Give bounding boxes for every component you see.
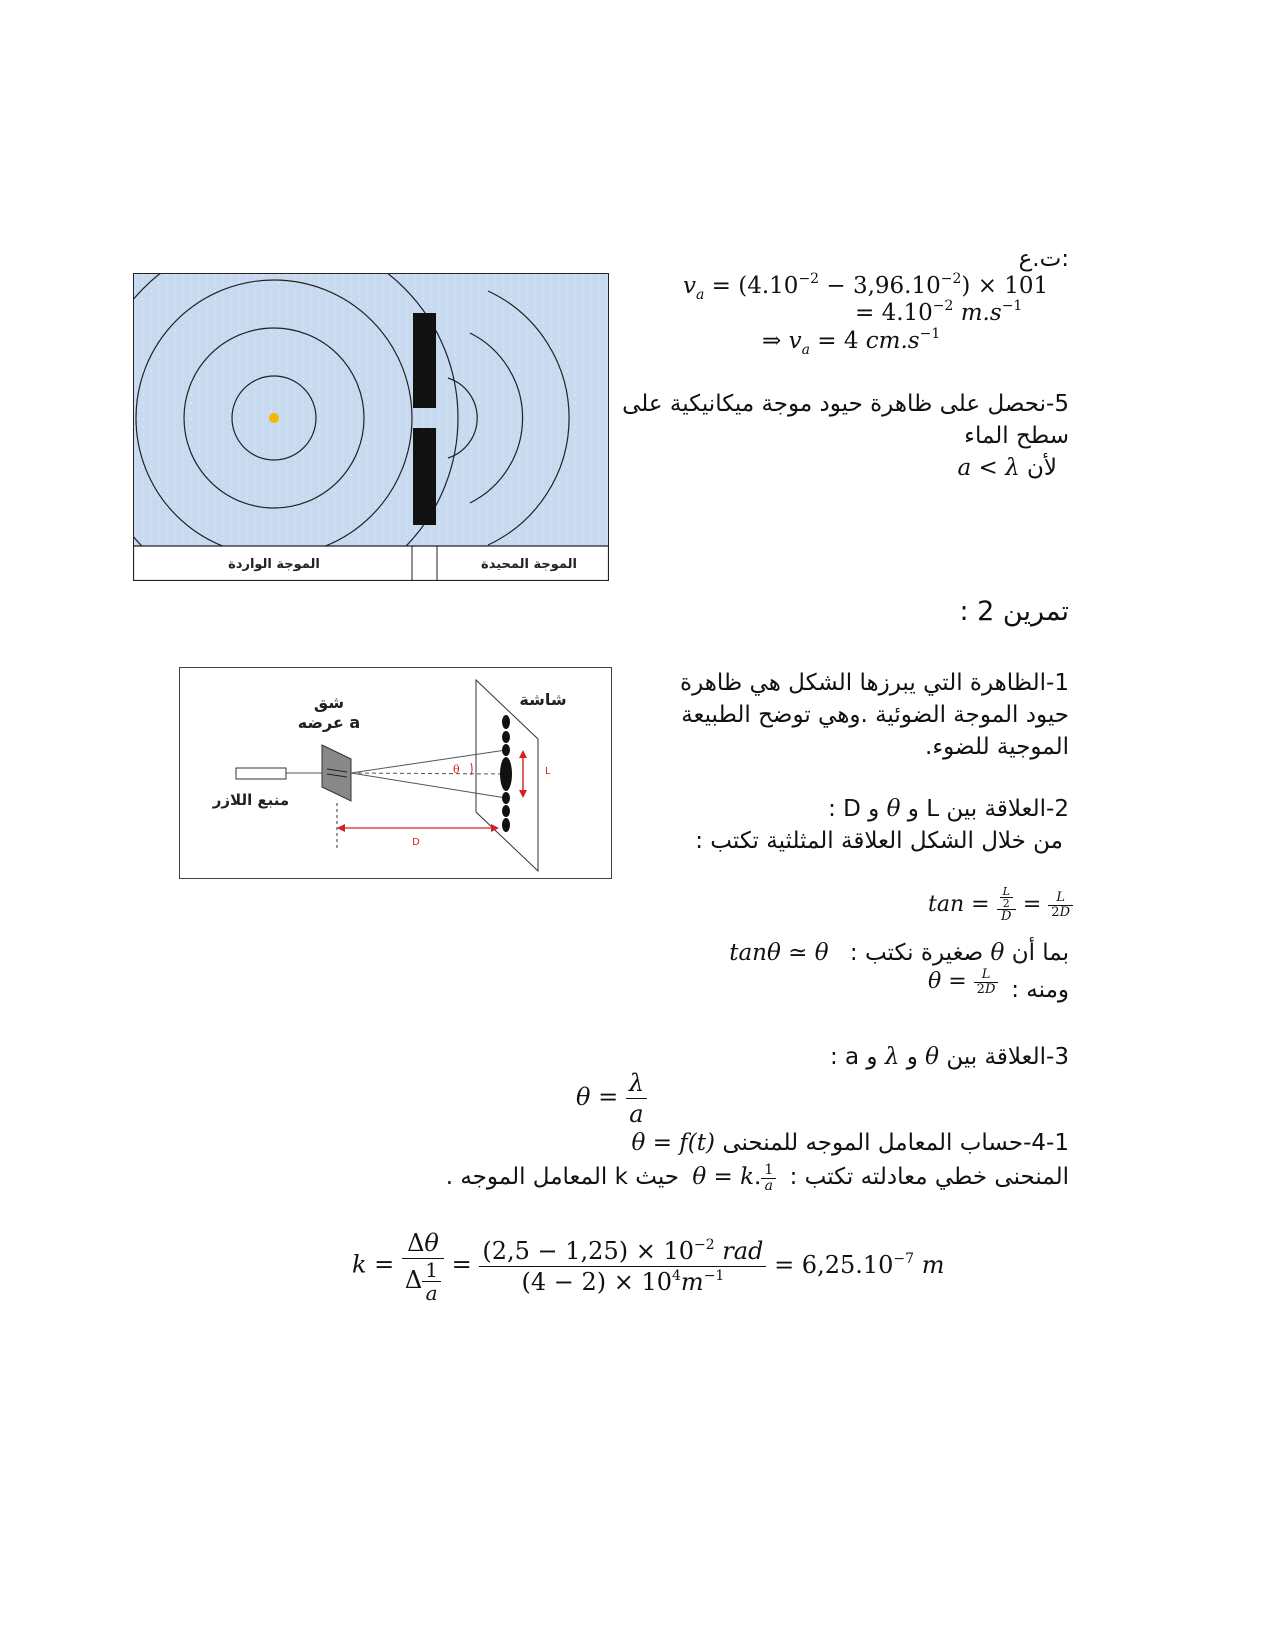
tan-equation: tan = $\frac{\frac{L}{2}}{D}$ = $\frac{L}{2D}$ <box>928 886 1073 924</box>
theta-lambda-a-equation: θ = $\frac{\lambda}{a}$ <box>576 1068 647 1129</box>
small-angle-post: صغيرة نكتب : <box>849 940 984 966</box>
exercise2-title: تمرين 2 : <box>959 596 1069 627</box>
barrier-upper <box>413 313 436 408</box>
tan-approx: tanθ ≃ θ <box>729 940 829 966</box>
wave-diffraction-figure <box>133 273 609 581</box>
figure2-theta-label: θ <box>453 763 460 776</box>
question2-title <box>828 793 1069 825</box>
question4-line1 <box>632 1127 1069 1159</box>
numeric-application-label: :ت.ع <box>1018 246 1069 272</box>
a-less-lambda: a < λ <box>957 455 1020 481</box>
q3-lambda: λ <box>884 1044 900 1070</box>
incident-wave-label: الموجة الواردة <box>228 557 320 572</box>
question2-line: من خلال الشكل العلاقة المثلثية تكتب : <box>695 828 1063 854</box>
hence-label: ومنه : <box>1011 977 1069 1003</box>
k-computation: k = Δθ Δ $\frac{1}{a}$ = $\frac{(2,5 - 1,25) \times 10^{-2} rad}{(4 - 2) \times 10^4m^{-1}}$ = $6,25.10^{-7}$ m <box>352 1229 945 1305</box>
slit-label-line1: شق <box>313 693 345 712</box>
k-result: = $6,25.10^{-7}$ m <box>774 1250 945 1279</box>
question1-text: 1-الظاهرة التي يبرزها الشكل هي ظاهرة حيود الموجة الضوئية .وهي توضح الطبيعة الموجية للضوء. <box>680 670 1069 760</box>
q2-title-theta: θ <box>886 796 901 822</box>
question5-line3 <box>609 452 1069 484</box>
figure2-D-label: D <box>412 837 420 848</box>
barrier-lower <box>413 428 436 525</box>
small-angle-pre: بما أن <box>1011 940 1069 966</box>
va-equation-line1: $v_a = (4.10^{-2} - 3,96.10^{-2}) \times 101$ <box>683 271 1049 303</box>
q3-post: و a : <box>829 1044 878 1070</box>
q4-line2-post: حيث k المعامل الموجه . <box>445 1164 680 1190</box>
q4-text: 4-1-حساب المعامل الموجه للمنحنى <box>722 1130 1069 1156</box>
question5-line1: 5-نحصل على ظاهرة حيود موجة ميكانيكية على <box>622 391 1069 417</box>
because-text: لأن <box>1026 455 1057 481</box>
q4-function: θ = f(t) <box>631 1130 715 1156</box>
light-diffraction-svg <box>179 667 612 879</box>
small-angle-theta: θ <box>990 940 1005 966</box>
theta-L-2D-equation: θ = $\frac{L}{2D}$ <box>928 967 998 997</box>
va-equation-line2: = $4.10^{-2}$ $m.s^{-1}$ <box>855 298 1023 326</box>
light-diffraction-figure <box>179 667 612 879</box>
slit-label-line2: عرضه a <box>297 713 361 732</box>
wave-diffraction-svg <box>133 273 609 581</box>
wave-source-icon <box>269 413 279 423</box>
question3-title <box>830 1041 1069 1073</box>
q2-title-pre: 2-العلاقة بين L و <box>907 796 1069 822</box>
va-equation-line3: ⇒ $v_a = 4$ $cm.s^{-1}$ <box>762 326 941 358</box>
question4-line2 <box>446 1161 1069 1194</box>
q2-title-post: و D : <box>828 796 880 822</box>
question5-text <box>609 388 1069 484</box>
small-angle-line <box>729 937 1069 969</box>
diffracted-wave-label: الموجة المحيدة <box>481 557 577 572</box>
screen-label: شاشة <box>519 690 567 709</box>
q3-pre: 3-العلاقة بين <box>946 1044 1069 1070</box>
q3-and: و <box>906 1044 918 1070</box>
q4-line2-pre: المنحنى خطي معادلته تكتب : <box>789 1164 1069 1190</box>
question5-line2: سطح الماء <box>964 423 1069 449</box>
theta-k-equation: θ = k. $\frac{1}{a}$ <box>692 1161 776 1194</box>
figure2-L-label: L <box>545 766 551 777</box>
laser-label: منبع اللازر <box>212 791 290 809</box>
laser-source-icon <box>236 768 286 779</box>
q3-theta: θ <box>925 1044 940 1070</box>
